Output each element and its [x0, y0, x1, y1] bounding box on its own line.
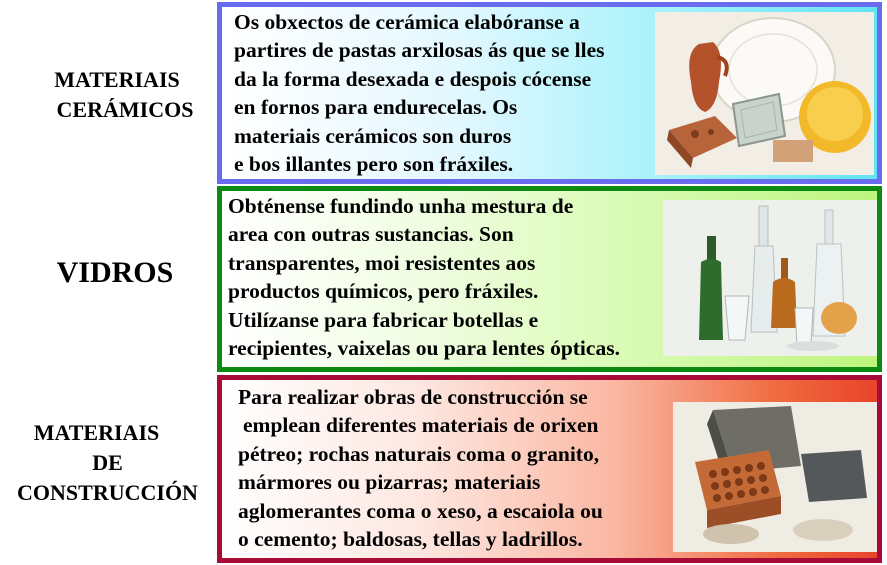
title-vidros [35, 256, 195, 290]
text-line: partires de pastas arxilosas ás que se lles [234, 38, 605, 63]
text-line: en fornos para endurecelas. Os [234, 95, 518, 120]
text-line: pétreo; rochas naturais coma o granito, [238, 441, 600, 466]
title-line: DE [92, 450, 123, 475]
text-line: productos químicos, pero fráxiles. [228, 279, 539, 304]
text-line: Os obxectos de cerámica elabóranse a [234, 10, 580, 34]
text-line: recipientes, vaixelas ou para lentes ópticas. [228, 336, 620, 361]
text-line: transparentes, moi resistentes aos [228, 250, 536, 275]
text-line: aglomerantes coma o xeso, a escaiola ou [238, 498, 603, 523]
title-ceramicos [22, 65, 212, 125]
ceramicos-box [217, 2, 882, 184]
text-line: mármores ou pizarras; materiais [238, 470, 541, 495]
construccion-description [238, 383, 603, 553]
construction-materials-photo [673, 402, 882, 552]
text-line: da la forma desexada e despois cócense [234, 66, 592, 91]
text-line: materiais cerámicos son duros [234, 123, 512, 148]
text-line: area con outras sustancias. Son [228, 222, 514, 247]
text-line: o cemento; baldosas, tellas y ladrillos. [238, 527, 583, 552]
title-construccion [0, 418, 215, 508]
glass-photo [663, 200, 877, 356]
vidros-box [217, 186, 882, 372]
text-line: Obténense fundindo unha mestura de [228, 194, 574, 218]
ceramicos-description [234, 8, 605, 178]
title-line: VIDROS [56, 256, 174, 289]
vidros-description [228, 192, 620, 362]
text-line: Utilízanse para fabricar botellas e [228, 307, 539, 332]
text-line: e bos illantes pero son fráxiles. [234, 152, 514, 177]
construccion-box [217, 375, 882, 563]
title-line: MATERIAIS [54, 67, 180, 92]
text-line: Para realizar obras de construcción se [238, 385, 588, 409]
title-line: CONSTRUCCIÓN [17, 480, 198, 505]
text-line: emplean diferentes materiais de orixen [243, 413, 599, 438]
ceramics-photo [655, 12, 874, 175]
title-line: CERÁMICOS [56, 97, 194, 122]
title-line: MATERIAIS [33, 420, 160, 445]
